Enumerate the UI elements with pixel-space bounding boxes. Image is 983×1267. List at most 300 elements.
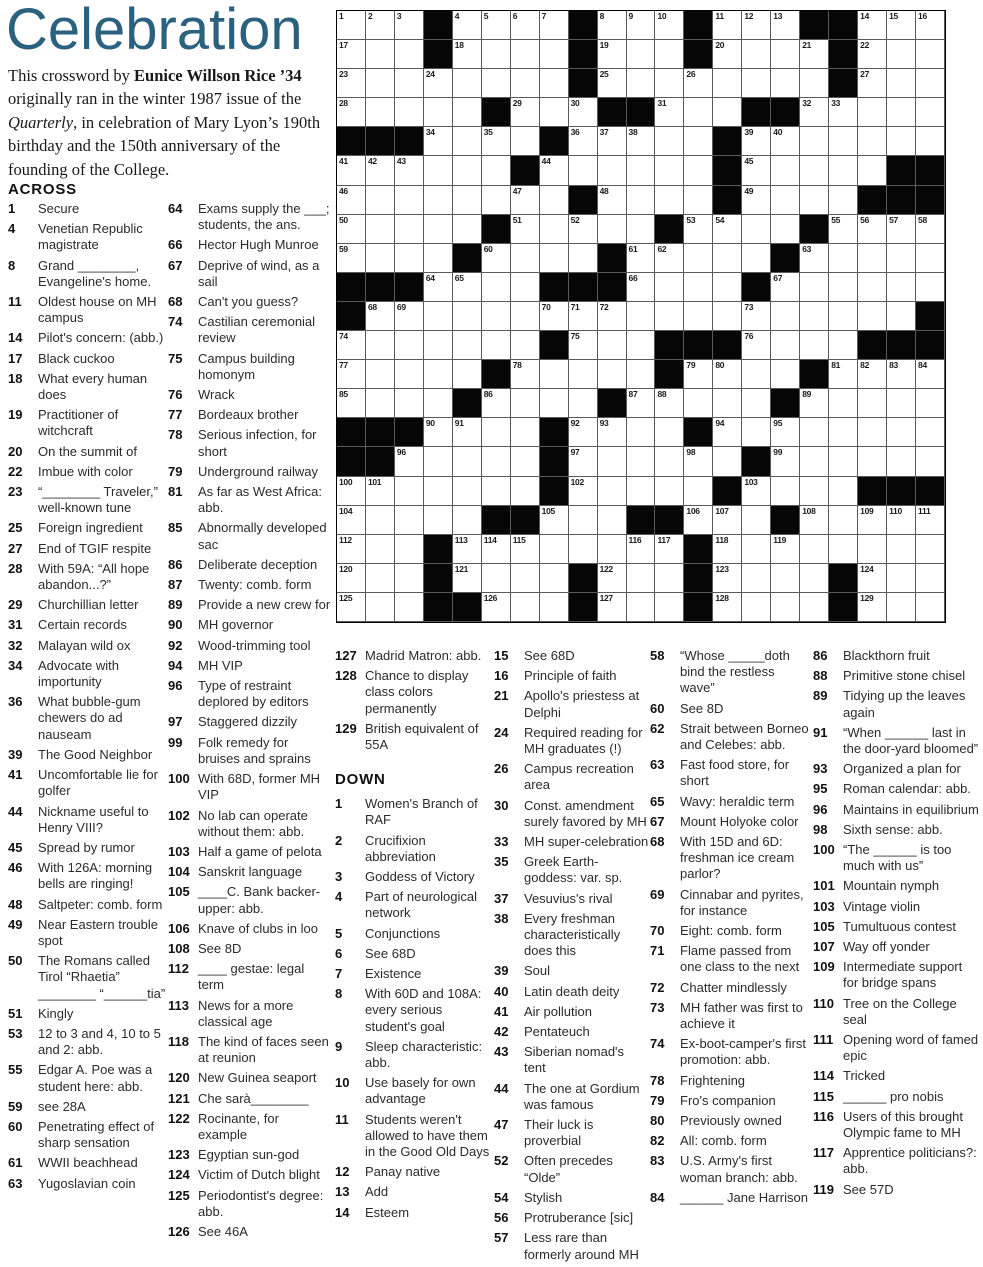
grid-cell[interactable] [742,11,771,40]
grid-cell[interactable] [540,11,569,40]
grid-cell[interactable] [655,447,684,476]
grid-cell[interactable] [569,331,598,360]
grid-cell[interactable] [511,302,540,331]
grid-cell[interactable] [627,244,656,273]
grid-cell[interactable] [655,564,684,593]
grid-cell[interactable] [829,302,858,331]
grid-cell[interactable] [482,11,511,40]
grid-cell[interactable] [684,360,713,389]
grid-cell[interactable] [395,40,424,69]
grid-cell[interactable] [800,302,829,331]
grid-cell[interactable] [395,389,424,418]
grid-cell[interactable] [858,127,887,156]
grid-cell[interactable] [569,535,598,564]
grid-cell[interactable] [424,69,453,98]
grid-cell[interactable] [424,331,453,360]
grid-cell[interactable] [337,593,366,622]
grid-cell[interactable] [569,389,598,418]
grid-cell[interactable] [655,593,684,622]
grid-cell[interactable] [540,40,569,69]
grid-cell[interactable] [337,506,366,535]
grid-cell[interactable] [916,535,945,564]
grid-cell[interactable] [366,215,395,244]
grid-cell[interactable] [540,244,569,273]
grid-cell[interactable] [424,156,453,185]
grid-cell[interactable] [366,593,395,622]
grid-cell[interactable] [569,244,598,273]
grid-cell[interactable] [453,331,482,360]
grid-cell[interactable] [511,360,540,389]
grid-cell[interactable] [627,447,656,476]
grid-cell[interactable] [800,156,829,185]
grid-cell[interactable] [684,244,713,273]
grid-cell[interactable] [598,302,627,331]
grid-cell[interactable] [742,69,771,98]
grid-cell[interactable] [916,389,945,418]
grid-cell[interactable] [713,593,742,622]
grid-cell[interactable] [829,98,858,127]
grid-cell[interactable] [713,564,742,593]
grid-cell[interactable] [453,98,482,127]
grid-cell[interactable] [598,447,627,476]
grid-cell[interactable] [829,535,858,564]
grid-cell[interactable] [395,360,424,389]
grid-cell[interactable] [337,331,366,360]
grid-cell[interactable] [684,389,713,418]
grid-cell[interactable] [858,593,887,622]
grid-cell[interactable] [482,302,511,331]
grid-cell[interactable] [569,215,598,244]
grid-cell[interactable] [887,11,916,40]
grid-cell[interactable] [829,418,858,447]
grid-cell[interactable] [598,593,627,622]
grid-cell[interactable] [569,360,598,389]
grid-cell[interactable] [482,273,511,302]
grid-cell[interactable] [916,418,945,447]
grid-cell[interactable] [713,389,742,418]
grid-cell[interactable] [569,477,598,506]
grid-cell[interactable] [771,186,800,215]
grid-cell[interactable] [598,418,627,447]
grid-cell[interactable] [511,331,540,360]
grid-cell[interactable] [771,215,800,244]
grid-cell[interactable] [395,593,424,622]
grid-cell[interactable] [366,302,395,331]
grid-cell[interactable] [627,215,656,244]
grid-cell[interactable] [829,244,858,273]
grid-cell[interactable] [424,418,453,447]
grid-cell[interactable] [916,98,945,127]
grid-cell[interactable] [569,127,598,156]
grid-cell[interactable] [511,11,540,40]
grid-cell[interactable] [742,418,771,447]
grid-cell[interactable] [742,156,771,185]
grid-cell[interactable] [540,98,569,127]
grid-cell[interactable] [655,418,684,447]
grid-cell[interactable] [655,244,684,273]
grid-cell[interactable] [887,302,916,331]
grid-cell[interactable] [829,273,858,302]
grid-cell[interactable] [887,506,916,535]
grid-cell[interactable] [453,215,482,244]
grid-cell[interactable] [771,447,800,476]
grid-cell[interactable] [511,186,540,215]
grid-cell[interactable] [655,477,684,506]
grid-cell[interactable] [627,302,656,331]
grid-cell[interactable] [627,156,656,185]
grid-cell[interactable] [366,11,395,40]
grid-cell[interactable] [713,506,742,535]
grid-cell[interactable] [684,98,713,127]
grid-cell[interactable] [800,389,829,418]
grid-cell[interactable] [627,389,656,418]
grid-cell[interactable] [713,535,742,564]
grid-cell[interactable] [684,127,713,156]
grid-cell[interactable] [540,593,569,622]
grid-cell[interactable] [511,40,540,69]
grid-cell[interactable] [800,127,829,156]
grid-cell[interactable] [800,186,829,215]
grid-cell[interactable] [742,127,771,156]
grid-cell[interactable] [771,477,800,506]
grid-cell[interactable] [453,69,482,98]
grid-cell[interactable] [829,156,858,185]
grid-cell[interactable] [627,593,656,622]
grid-cell[interactable] [511,389,540,418]
grid-cell[interactable] [771,156,800,185]
grid-cell[interactable] [858,360,887,389]
grid-cell[interactable] [800,506,829,535]
grid-cell[interactable] [887,98,916,127]
grid-cell[interactable] [742,477,771,506]
grid-cell[interactable] [887,360,916,389]
grid-cell[interactable] [771,535,800,564]
grid-cell[interactable] [771,40,800,69]
grid-cell[interactable] [453,273,482,302]
grid-cell[interactable] [482,69,511,98]
grid-cell[interactable] [598,69,627,98]
grid-cell[interactable] [713,360,742,389]
grid-cell[interactable] [800,564,829,593]
grid-cell[interactable] [887,127,916,156]
grid-cell[interactable] [858,564,887,593]
grid-cell[interactable] [858,156,887,185]
grid-cell[interactable] [742,593,771,622]
grid-cell[interactable] [482,535,511,564]
grid-cell[interactable] [916,11,945,40]
grid-cell[interactable] [829,506,858,535]
grid-cell[interactable] [742,360,771,389]
grid-cell[interactable] [337,389,366,418]
grid-cell[interactable] [366,156,395,185]
grid-cell[interactable] [511,69,540,98]
grid-cell[interactable] [569,506,598,535]
grid-cell[interactable] [395,506,424,535]
grid-cell[interactable] [684,273,713,302]
grid-cell[interactable] [337,98,366,127]
grid-cell[interactable] [511,593,540,622]
grid-cell[interactable] [655,389,684,418]
grid-cell[interactable] [511,535,540,564]
grid-cell[interactable] [627,564,656,593]
grid-cell[interactable] [540,564,569,593]
grid-cell[interactable] [482,244,511,273]
grid-cell[interactable] [684,447,713,476]
grid-cell[interactable] [713,215,742,244]
grid-cell[interactable] [742,564,771,593]
grid-cell[interactable] [482,156,511,185]
grid-cell[interactable] [800,477,829,506]
grid-cell[interactable] [655,127,684,156]
grid-cell[interactable] [684,477,713,506]
grid-cell[interactable] [511,127,540,156]
grid-cell[interactable] [482,127,511,156]
grid-cell[interactable] [395,564,424,593]
grid-cell[interactable] [771,69,800,98]
grid-cell[interactable] [713,418,742,447]
grid-cell[interactable] [511,477,540,506]
grid-cell[interactable] [829,127,858,156]
grid-cell[interactable] [395,535,424,564]
grid-cell[interactable] [627,69,656,98]
grid-cell[interactable] [395,244,424,273]
grid-cell[interactable] [482,593,511,622]
grid-cell[interactable] [598,506,627,535]
grid-cell[interactable] [655,186,684,215]
grid-cell[interactable] [424,98,453,127]
grid-cell[interactable] [598,11,627,40]
grid-cell[interactable] [829,215,858,244]
grid-cell[interactable] [858,418,887,447]
grid-cell[interactable] [366,69,395,98]
grid-cell[interactable] [858,215,887,244]
grid-cell[interactable] [511,244,540,273]
grid-cell[interactable] [742,244,771,273]
grid-cell[interactable] [887,535,916,564]
grid-cell[interactable] [627,127,656,156]
grid-cell[interactable] [742,302,771,331]
grid-cell[interactable] [598,215,627,244]
grid-cell[interactable] [598,186,627,215]
grid-cell[interactable] [540,535,569,564]
grid-cell[interactable] [453,535,482,564]
grid-cell[interactable] [424,302,453,331]
crossword-grid[interactable] [336,10,946,623]
grid-cell[interactable] [366,506,395,535]
grid-cell[interactable] [887,273,916,302]
grid-cell[interactable] [713,40,742,69]
grid-cell[interactable] [453,127,482,156]
grid-cell[interactable] [916,273,945,302]
grid-cell[interactable] [887,215,916,244]
grid-cell[interactable] [771,360,800,389]
grid-cell[interactable] [511,447,540,476]
grid-cell[interactable] [713,302,742,331]
grid-cell[interactable] [684,69,713,98]
grid-cell[interactable] [916,40,945,69]
grid-cell[interactable] [684,506,713,535]
grid-cell[interactable] [916,447,945,476]
grid-cell[interactable] [598,477,627,506]
grid-cell[interactable] [395,156,424,185]
grid-cell[interactable] [887,389,916,418]
grid-cell[interactable] [540,69,569,98]
grid-cell[interactable] [627,186,656,215]
grid-cell[interactable] [453,302,482,331]
grid-cell[interactable] [482,564,511,593]
grid-cell[interactable] [627,477,656,506]
grid-cell[interactable] [916,506,945,535]
grid-cell[interactable] [424,244,453,273]
grid-cell[interactable] [829,447,858,476]
grid-cell[interactable] [569,447,598,476]
grid-cell[interactable] [655,302,684,331]
grid-cell[interactable] [540,389,569,418]
grid-cell[interactable] [424,389,453,418]
grid-cell[interactable] [713,98,742,127]
grid-cell[interactable] [453,40,482,69]
grid-cell[interactable] [858,40,887,69]
grid-cell[interactable] [887,69,916,98]
grid-cell[interactable] [858,11,887,40]
grid-cell[interactable] [742,186,771,215]
grid-cell[interactable] [395,331,424,360]
grid-cell[interactable] [540,215,569,244]
grid-cell[interactable] [366,40,395,69]
grid-cell[interactable] [742,40,771,69]
grid-cell[interactable] [627,273,656,302]
grid-cell[interactable] [916,360,945,389]
grid-cell[interactable] [511,273,540,302]
grid-cell[interactable] [858,244,887,273]
grid-cell[interactable] [366,477,395,506]
grid-cell[interactable] [916,215,945,244]
grid-cell[interactable] [800,98,829,127]
grid-cell[interactable] [453,186,482,215]
grid-cell[interactable] [395,98,424,127]
grid-cell[interactable] [540,506,569,535]
grid-cell[interactable] [655,98,684,127]
grid-cell[interactable] [598,156,627,185]
grid-cell[interactable] [684,186,713,215]
grid-cell[interactable] [598,127,627,156]
grid-cell[interactable] [742,535,771,564]
grid-cell[interactable] [511,564,540,593]
grid-cell[interactable] [598,360,627,389]
grid-cell[interactable] [771,127,800,156]
grid-cell[interactable] [829,331,858,360]
grid-cell[interactable] [482,447,511,476]
grid-cell[interactable] [800,244,829,273]
grid-cell[interactable] [858,535,887,564]
grid-cell[interactable] [598,535,627,564]
grid-cell[interactable] [337,40,366,69]
grid-cell[interactable] [771,593,800,622]
grid-cell[interactable] [511,418,540,447]
grid-cell[interactable] [627,535,656,564]
grid-cell[interactable] [540,360,569,389]
grid-cell[interactable] [771,331,800,360]
grid-cell[interactable] [366,535,395,564]
grid-cell[interactable] [858,69,887,98]
grid-cell[interactable] [627,40,656,69]
grid-cell[interactable] [887,418,916,447]
grid-cell[interactable] [887,564,916,593]
grid-cell[interactable] [424,127,453,156]
grid-cell[interactable] [713,447,742,476]
grid-cell[interactable] [511,98,540,127]
grid-cell[interactable] [540,186,569,215]
grid-cell[interactable] [482,40,511,69]
grid-cell[interactable] [366,98,395,127]
grid-cell[interactable] [829,186,858,215]
grid-cell[interactable] [771,302,800,331]
grid-cell[interactable] [916,593,945,622]
grid-cell[interactable] [337,477,366,506]
grid-cell[interactable] [395,477,424,506]
grid-cell[interactable] [424,186,453,215]
grid-cell[interactable] [916,69,945,98]
grid-cell[interactable] [453,447,482,476]
grid-cell[interactable] [366,244,395,273]
grid-cell[interactable] [829,477,858,506]
grid-cell[interactable] [598,40,627,69]
grid-cell[interactable] [453,564,482,593]
grid-cell[interactable] [337,156,366,185]
grid-cell[interactable] [829,360,858,389]
grid-cell[interactable] [424,273,453,302]
grid-cell[interactable] [424,477,453,506]
grid-cell[interactable] [366,564,395,593]
grid-cell[interactable] [800,273,829,302]
grid-cell[interactable] [771,11,800,40]
grid-cell[interactable] [858,389,887,418]
grid-cell[interactable] [742,389,771,418]
grid-cell[interactable] [337,564,366,593]
grid-cell[interactable] [800,535,829,564]
grid-cell[interactable] [598,564,627,593]
grid-cell[interactable] [453,418,482,447]
grid-cell[interactable] [655,11,684,40]
grid-cell[interactable] [395,215,424,244]
grid-cell[interactable] [482,186,511,215]
grid-cell[interactable] [453,11,482,40]
grid-cell[interactable] [916,564,945,593]
grid-cell[interactable] [771,418,800,447]
grid-cell[interactable] [337,244,366,273]
grid-cell[interactable] [684,215,713,244]
grid-cell[interactable] [424,360,453,389]
grid-cell[interactable] [395,447,424,476]
grid-cell[interactable] [858,98,887,127]
grid-cell[interactable] [858,273,887,302]
grid-cell[interactable] [337,215,366,244]
grid-cell[interactable] [655,273,684,302]
grid-cell[interactable] [655,40,684,69]
grid-cell[interactable] [569,418,598,447]
grid-cell[interactable] [540,302,569,331]
grid-cell[interactable] [453,360,482,389]
grid-cell[interactable] [366,389,395,418]
grid-cell[interactable] [453,156,482,185]
grid-cell[interactable] [424,215,453,244]
grid-cell[interactable] [424,506,453,535]
grid-cell[interactable] [337,186,366,215]
grid-cell[interactable] [540,156,569,185]
grid-cell[interactable] [453,477,482,506]
grid-cell[interactable] [337,11,366,40]
grid-cell[interactable] [482,477,511,506]
